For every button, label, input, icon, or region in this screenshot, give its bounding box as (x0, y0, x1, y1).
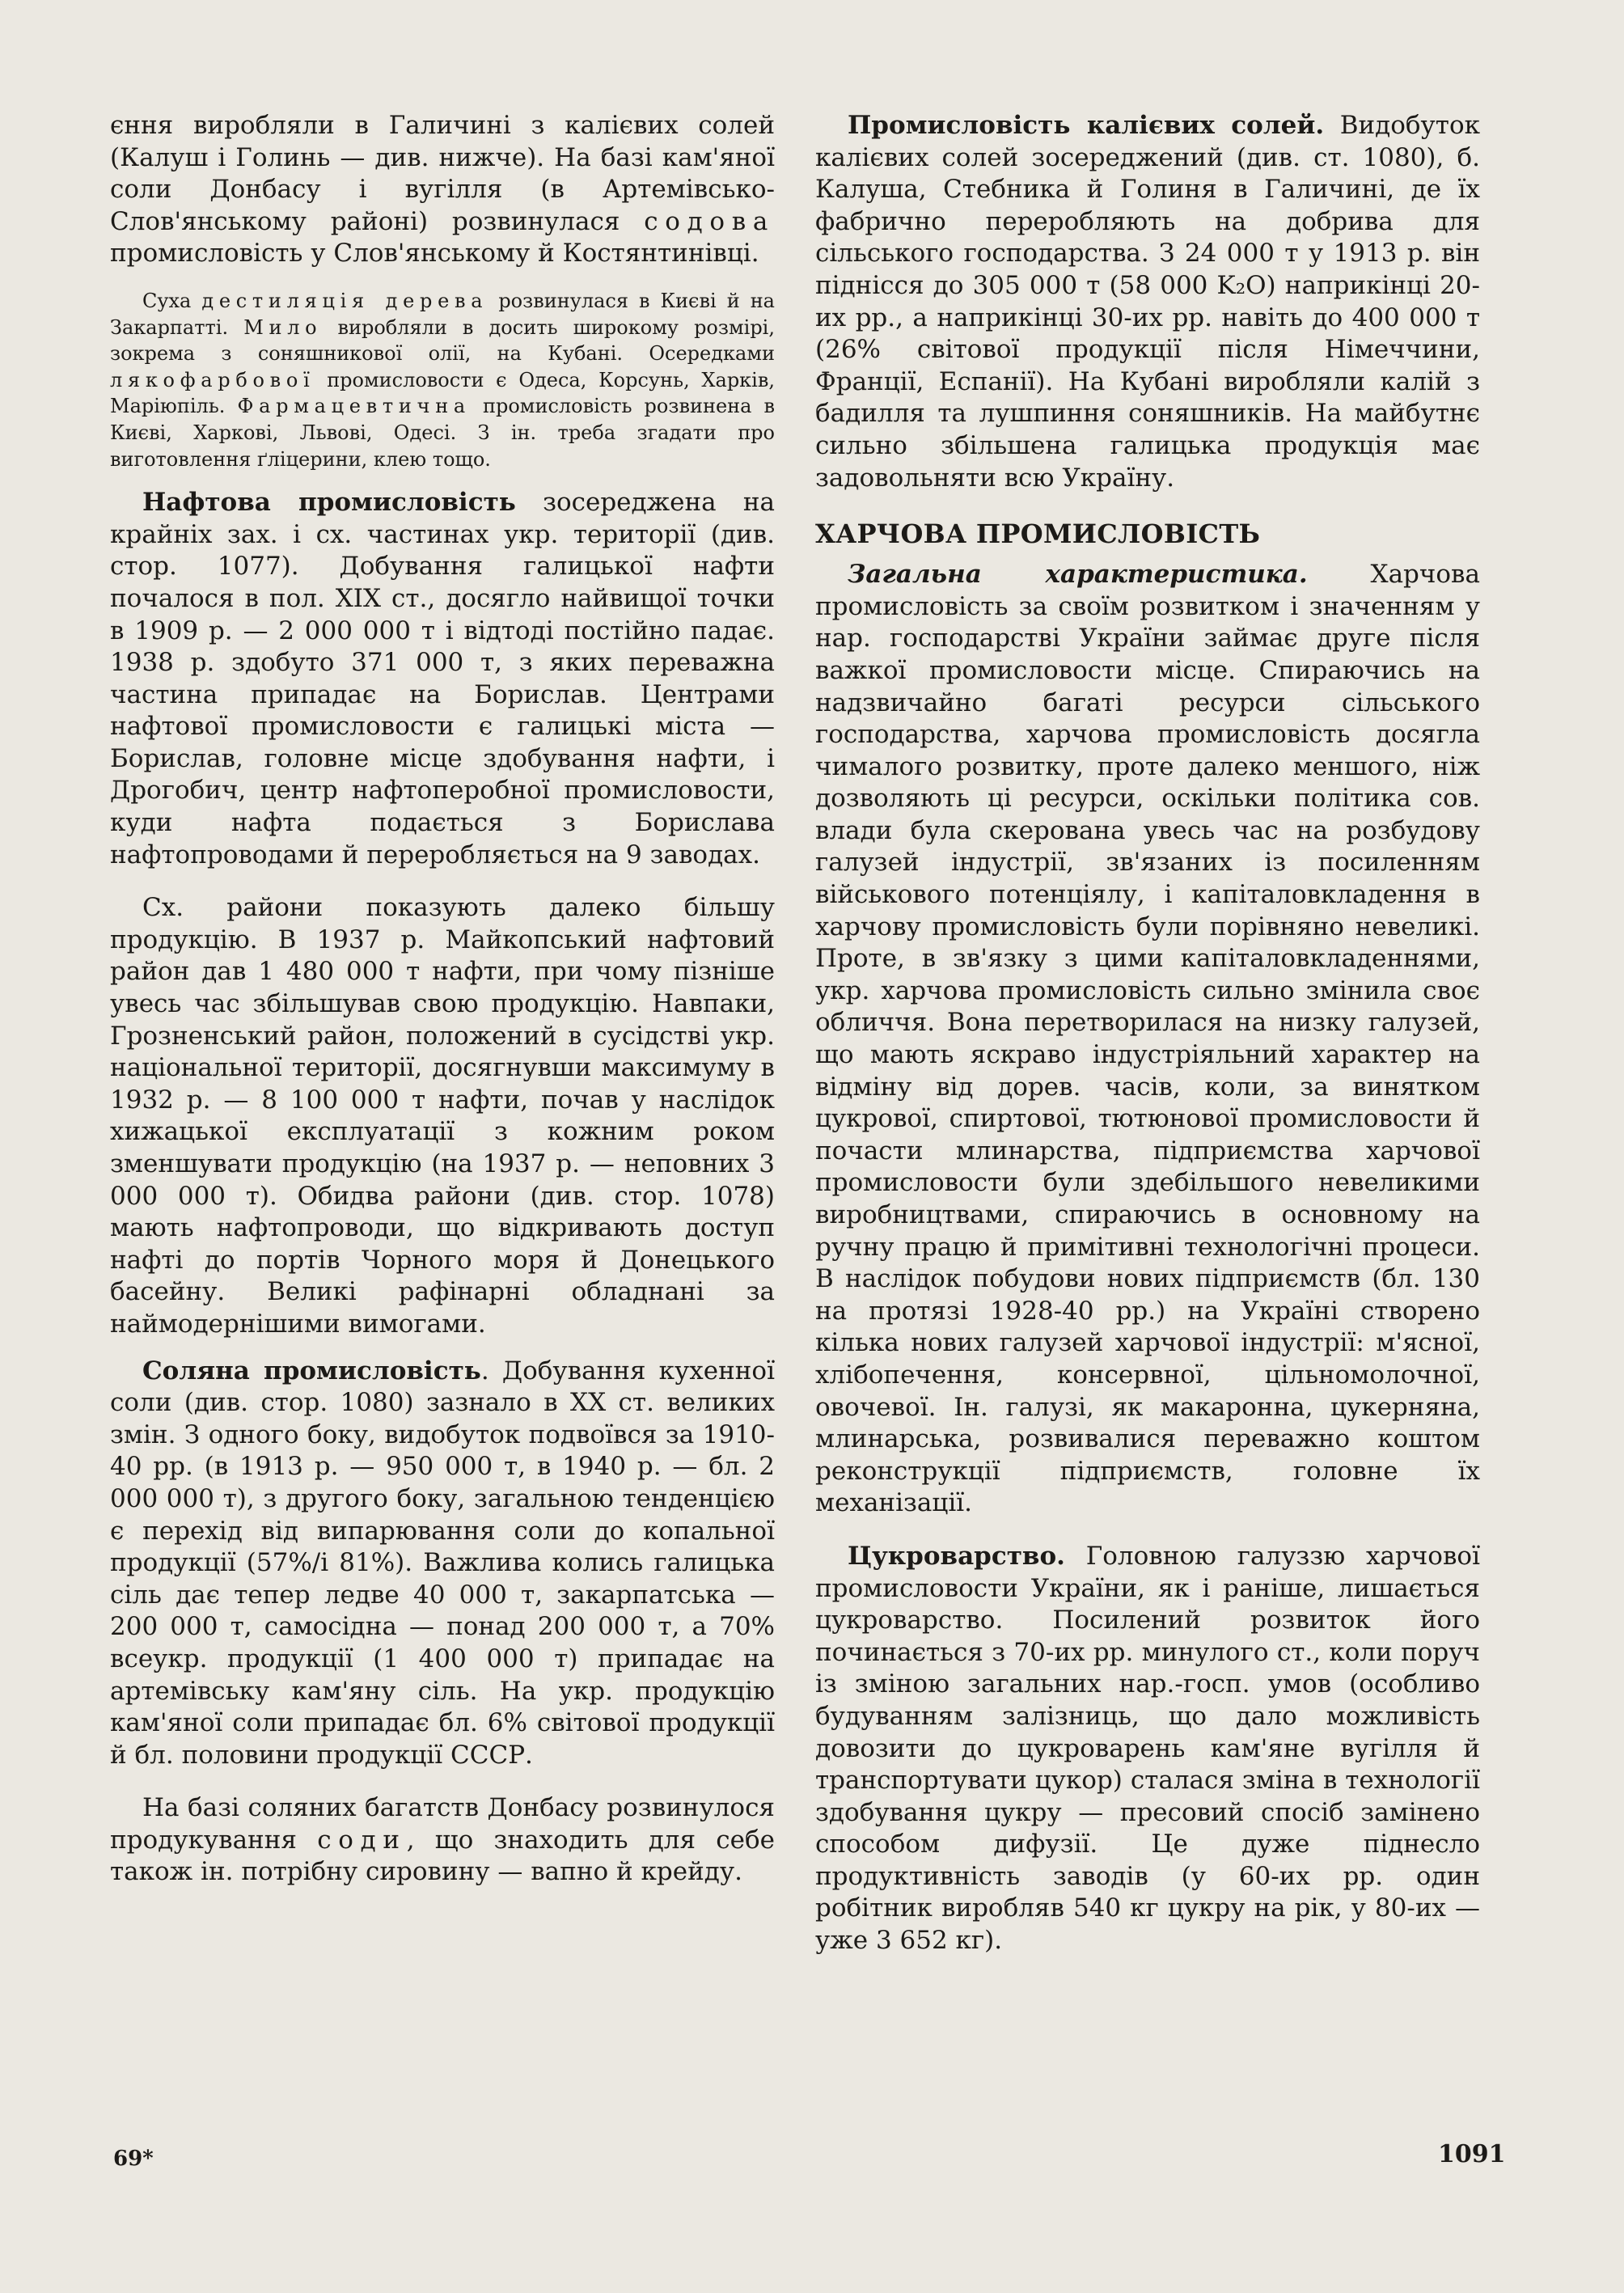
section-title: ХАРЧОВА ПРОМИСЛОВІСТЬ (815, 518, 1261, 550)
potash-heading: Промисловість калієвих солей. (848, 111, 1325, 140)
sugar-heading: Цукроварство. (848, 1541, 1065, 1571)
soda-paragraph: На базі соляних багатств Донбасу розвинулося продукування соди, що знаходить для себе також ін. потрібну сировину — вапно й крейду. (110, 1793, 775, 1887)
salt-industry-paragraph: Соляна промисловість. Добування кухенної соли (див. стор. 1080) зазнало в XX ст. великих змін. З одного боку, видобуток подвоївся за 1910-40 рр. (в 1913 р. — 950 000 т, в 1940 р. — бл. 2 000 000 т), з другого боку, загальною тенденцією є перехід від випарювання соли до копальної продукції (57%/і 81%). Важлива колись галицька сіль дає тепер ледве 40 000 т, закарпатська — 200 000 т, самосідна — понад 200 000 т, а 70% всеукр. продукції (1 400 000 т) припадає на артемівську кам'яну сіль. На укр. продукцію кам'яної соли припадає бл. 6% світової продукції й бл. половини продукції СССР. (110, 1356, 775, 1770)
sugar-paragraph: Цукроварство. Головною галуззю харчової промисловости України, як і раніше, лишається цукроварство. Посилений розвиток його починається з 70-их рр. минулого ст., коли поруч із зміною загальних нар.-госп. умов (особливо будуванням залізниць, що дало можливість довозити до цукроварень кам'яне вугілля й транспортувати цукор) сталася зміна в технології здобування цукру — пресовий спосіб замінено способом дифузії. Це дуже піднесло продуктивність заводів (у 60-их рр. один робітник виробляв 540 кг цукру на рік, у 80-их — уже 3 652 кг). (815, 1541, 1480, 1956)
small-print-paragraph: Суха дестиляція дерева розвинулася в Києві й на Закарпатті. Мило виробляли в досить широкому розмірі, зокрема з соняшникової олії, на Кубані. Осередками лякофарбової промисловости є Одеса, Корсунь, Харків, Маріюпіль. Фармацевтична промисловість розвинена в Києві, Харкові, Львові, Одесі. З ін. треба згадати про виготовлення ґліцерини, клею тощо. (110, 289, 775, 471)
left-column (110, 110, 775, 1889)
page-number: 1091 (1438, 2140, 1506, 2168)
general-characteristics-heading: Загальна характеристика. (848, 560, 1308, 590)
oil-industry-paragraph: Нафтова промисловість зосереджена на крайніх зах. і сх. частинах укр. території (див. стор. 1077). Добування галицької нафти почалося в пол. XIX ст., досягло найвищої точки в 1909 р. — 2 000 000 т і відтоді постійно падає. 1938 р. здобуто 371 000 т, з яких переважна частина припадає на Борислав. Центрами нафтової промисловости є галицькі міста — Борислав, головне місце здобування нафти, і Дрогобич, центр нафтоперобної промисловости, куди нафта подається з Борислава нафтопроводами й переробляється на 9 заводах. (110, 488, 775, 869)
chemistry-paragraph: єння виробляли в Галичині з калієвих солей (Калуш і Голинь — див. нижче). На базі кам'яної соли Донбасу і вугілля (в Артемівсько-Слов'янському районі) розвинулася содова промисловість у Слов'янському й Костянтинівці. (110, 111, 776, 269)
oil-industry-heading: Нафтова промисловість (142, 488, 516, 518)
eastern-regions-paragraph: Сх. райони показують далеко більшу продукцію. В 1937 р. Майкопський нафтовий район дав 1 480 000 т нафти, при чому пізніше увесь час збільшував свою продукцію. Навпаки, Грозненський район, положений в сусідстві укр. національної території, досягнувши максимуму в 1932 р. — 8 100 000 т нафти, почав у наслідок хижацької експлуатації з кожним роком зменшувати продукцію (на 1937 р. — неповних 3 000 000 т). Обидва райони (див. стор. 1078) мають нафтопроводи, що відкривають доступ нафті до портів Чорного моря й Донецького басейну. Великі рафінарні обладнані за наймодернішими вимогами. (110, 893, 775, 1339)
general-characteristics-paragraph: Загальна характеристика. Харчова промисловість за своїм розвитком і значенням у нар. господарстві України займає друге після важкої промисловости місце. Спираючись на надзвичайно багаті ресурси сільського господарства, харчова промисловість досягла чималого розвитку, проте далеко меншого, ніж дозволяють ці ресурси, оскільки політика сов. влади була скерована увесь час на розбудову галузей індустрії, зв'язаних із посиленням військового потенціялу, і капіталовкладення в харчову промисловість були порівняно невеликі. Проте, в зв'язку з цими капіталовкладеннями, укр. харчова промисловість сильно змінила своє обличчя. Вона перетворилася на низку галузей, що мають яскраво індустріяльний характер на відміну від дорев. часів, коли, за винятком цукрової, спиртової, тютюнової промисловости й почасти млинарства, підприємства харчової промисловости були здебільшого невеликими виробництвами, спираючись в основному на ручну працю й примітивні технологічні процеси. В наслідок побудови нових підприємств (бл. 130 на протязі 1928-40 рр.) на Україні створено кілька нових галузей харчової індустрії: м'ясної, хлібопечення, консервної, цільномолочної, овочевої. Ін. галузі, як макаронна, цукерняна, млинарська, розвивалися переважно коштом реконструкції підприємств, головне їх механізації. (815, 560, 1480, 1518)
signature-mark: 69* (113, 2147, 154, 2171)
potash-paragraph: Промисловість калієвих солей. Видобуток калієвих солей зосереджений (див. ст. 1080), б. Калуша, Стебника й Голиня в Галичині, де їх фабрично переробляють на добрива для сільського господарства. З 24 000 т у 1913 р. він піднісся до 305 000 т (58 000 K₂O) наприкінці 20-их рр., а наприкінці 30-их рр. навіть до 400 000 т (26% світової продукції після Німеччини, Франції, Еспанії). На Кубані виробляли калій з бадилля та лушпиння соняшників. На майбутнє сильно збільшена галицька продукція має задовольняти всю Україну. (815, 111, 1480, 493)
right-column (815, 110, 1480, 1957)
salt-industry-heading: Соляна промисловість (142, 1356, 481, 1386)
